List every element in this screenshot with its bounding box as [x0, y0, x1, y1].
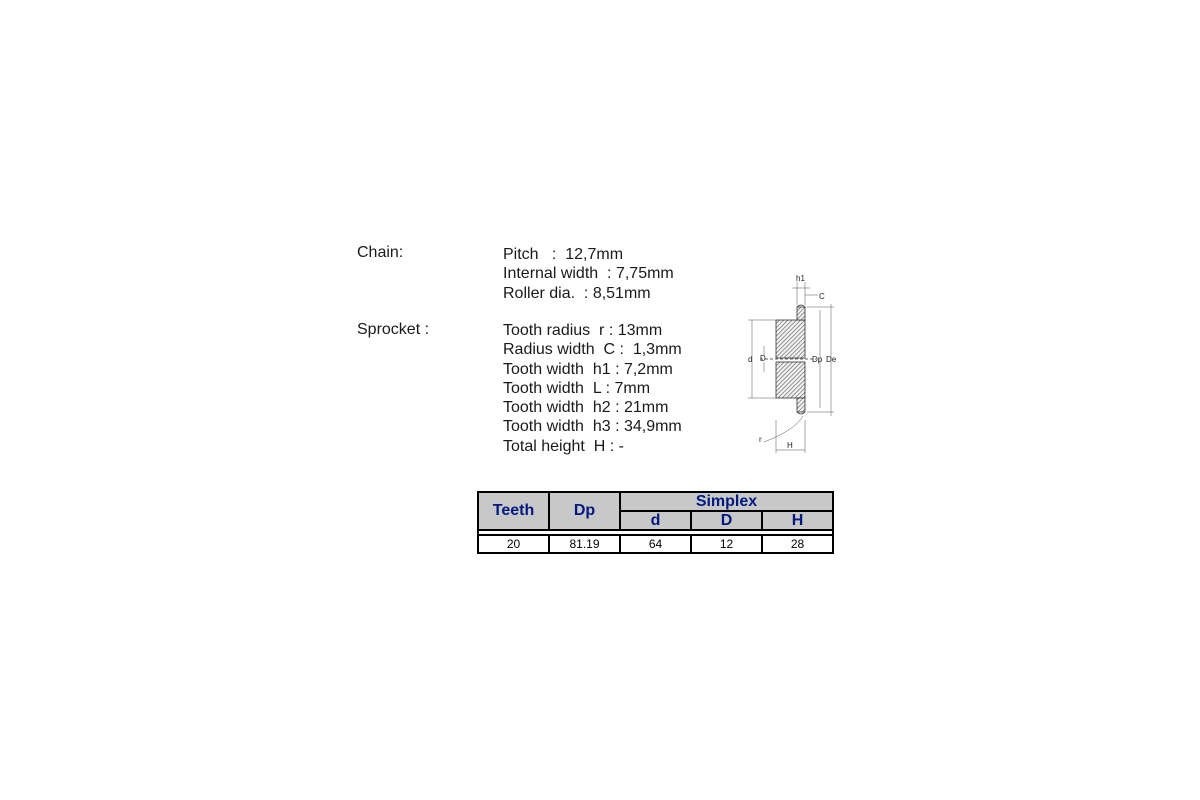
d-cell: 64: [620, 535, 691, 553]
sprocket-spec-tooth-radius: Tooth radius r : 13mm: [503, 322, 663, 339]
sprocket-spec-tooth-width-h1: Tooth width h1 : 7,2mm: [503, 360, 673, 378]
sprocket-label: Sprocket :: [357, 321, 430, 338]
sprocket-body: [760, 305, 816, 414]
h-dimension-label: H: [787, 441, 793, 450]
h-header: H: [762, 511, 833, 530]
d-header: d: [620, 511, 691, 530]
teeth-cell: 20: [478, 535, 549, 553]
chain-specs: [503, 245, 674, 303]
sprocket-spec-table: [477, 491, 834, 554]
sprocket-spec-radius-width: Radius width C : 1,3mm: [503, 341, 682, 359]
dp-dimension-label: Dp: [812, 355, 823, 364]
simplex-header: Simplex: [620, 492, 833, 511]
sprocket-cross-section-diagram: [740, 270, 850, 460]
r-dimension-label: r: [759, 435, 762, 444]
dp-cell: 81.19: [549, 535, 620, 553]
de-dimension-label: De: [826, 355, 837, 364]
bore-d-dimension-label: D: [760, 354, 766, 363]
h1-dimension-label: h1: [796, 274, 805, 283]
d-dimension-label: d: [748, 355, 753, 364]
chain-spec-pitch: Pitch : 12,7mm: [503, 246, 624, 263]
sprocket-spec-total-height: Total height H : -: [503, 437, 624, 455]
sprocket-spec-tooth-width-l: Tooth width L : 7mm: [503, 379, 651, 397]
h-cell: 28: [762, 535, 833, 553]
teeth-header: Teeth: [478, 492, 549, 530]
bore-d-cell: 12: [691, 535, 762, 553]
table-row: [478, 535, 833, 553]
bore-d-header: D: [691, 511, 762, 530]
c-dimension-label: C: [819, 292, 825, 301]
chain-label: Chain:: [357, 244, 404, 261]
chain-spec-internal-width: Internal width : 7,75mm: [503, 265, 674, 283]
chain-spec-roller-dia: Roller dia. : 8,51mm: [503, 284, 651, 302]
sprocket-specs: [503, 321, 682, 456]
sprocket-spec-tooth-width-h2: Tooth width h2 : 21mm: [503, 399, 669, 417]
dp-header: Dp: [549, 492, 620, 530]
sprocket-spec-tooth-width-h3: Tooth width h3 : 34,9mm: [503, 418, 682, 436]
